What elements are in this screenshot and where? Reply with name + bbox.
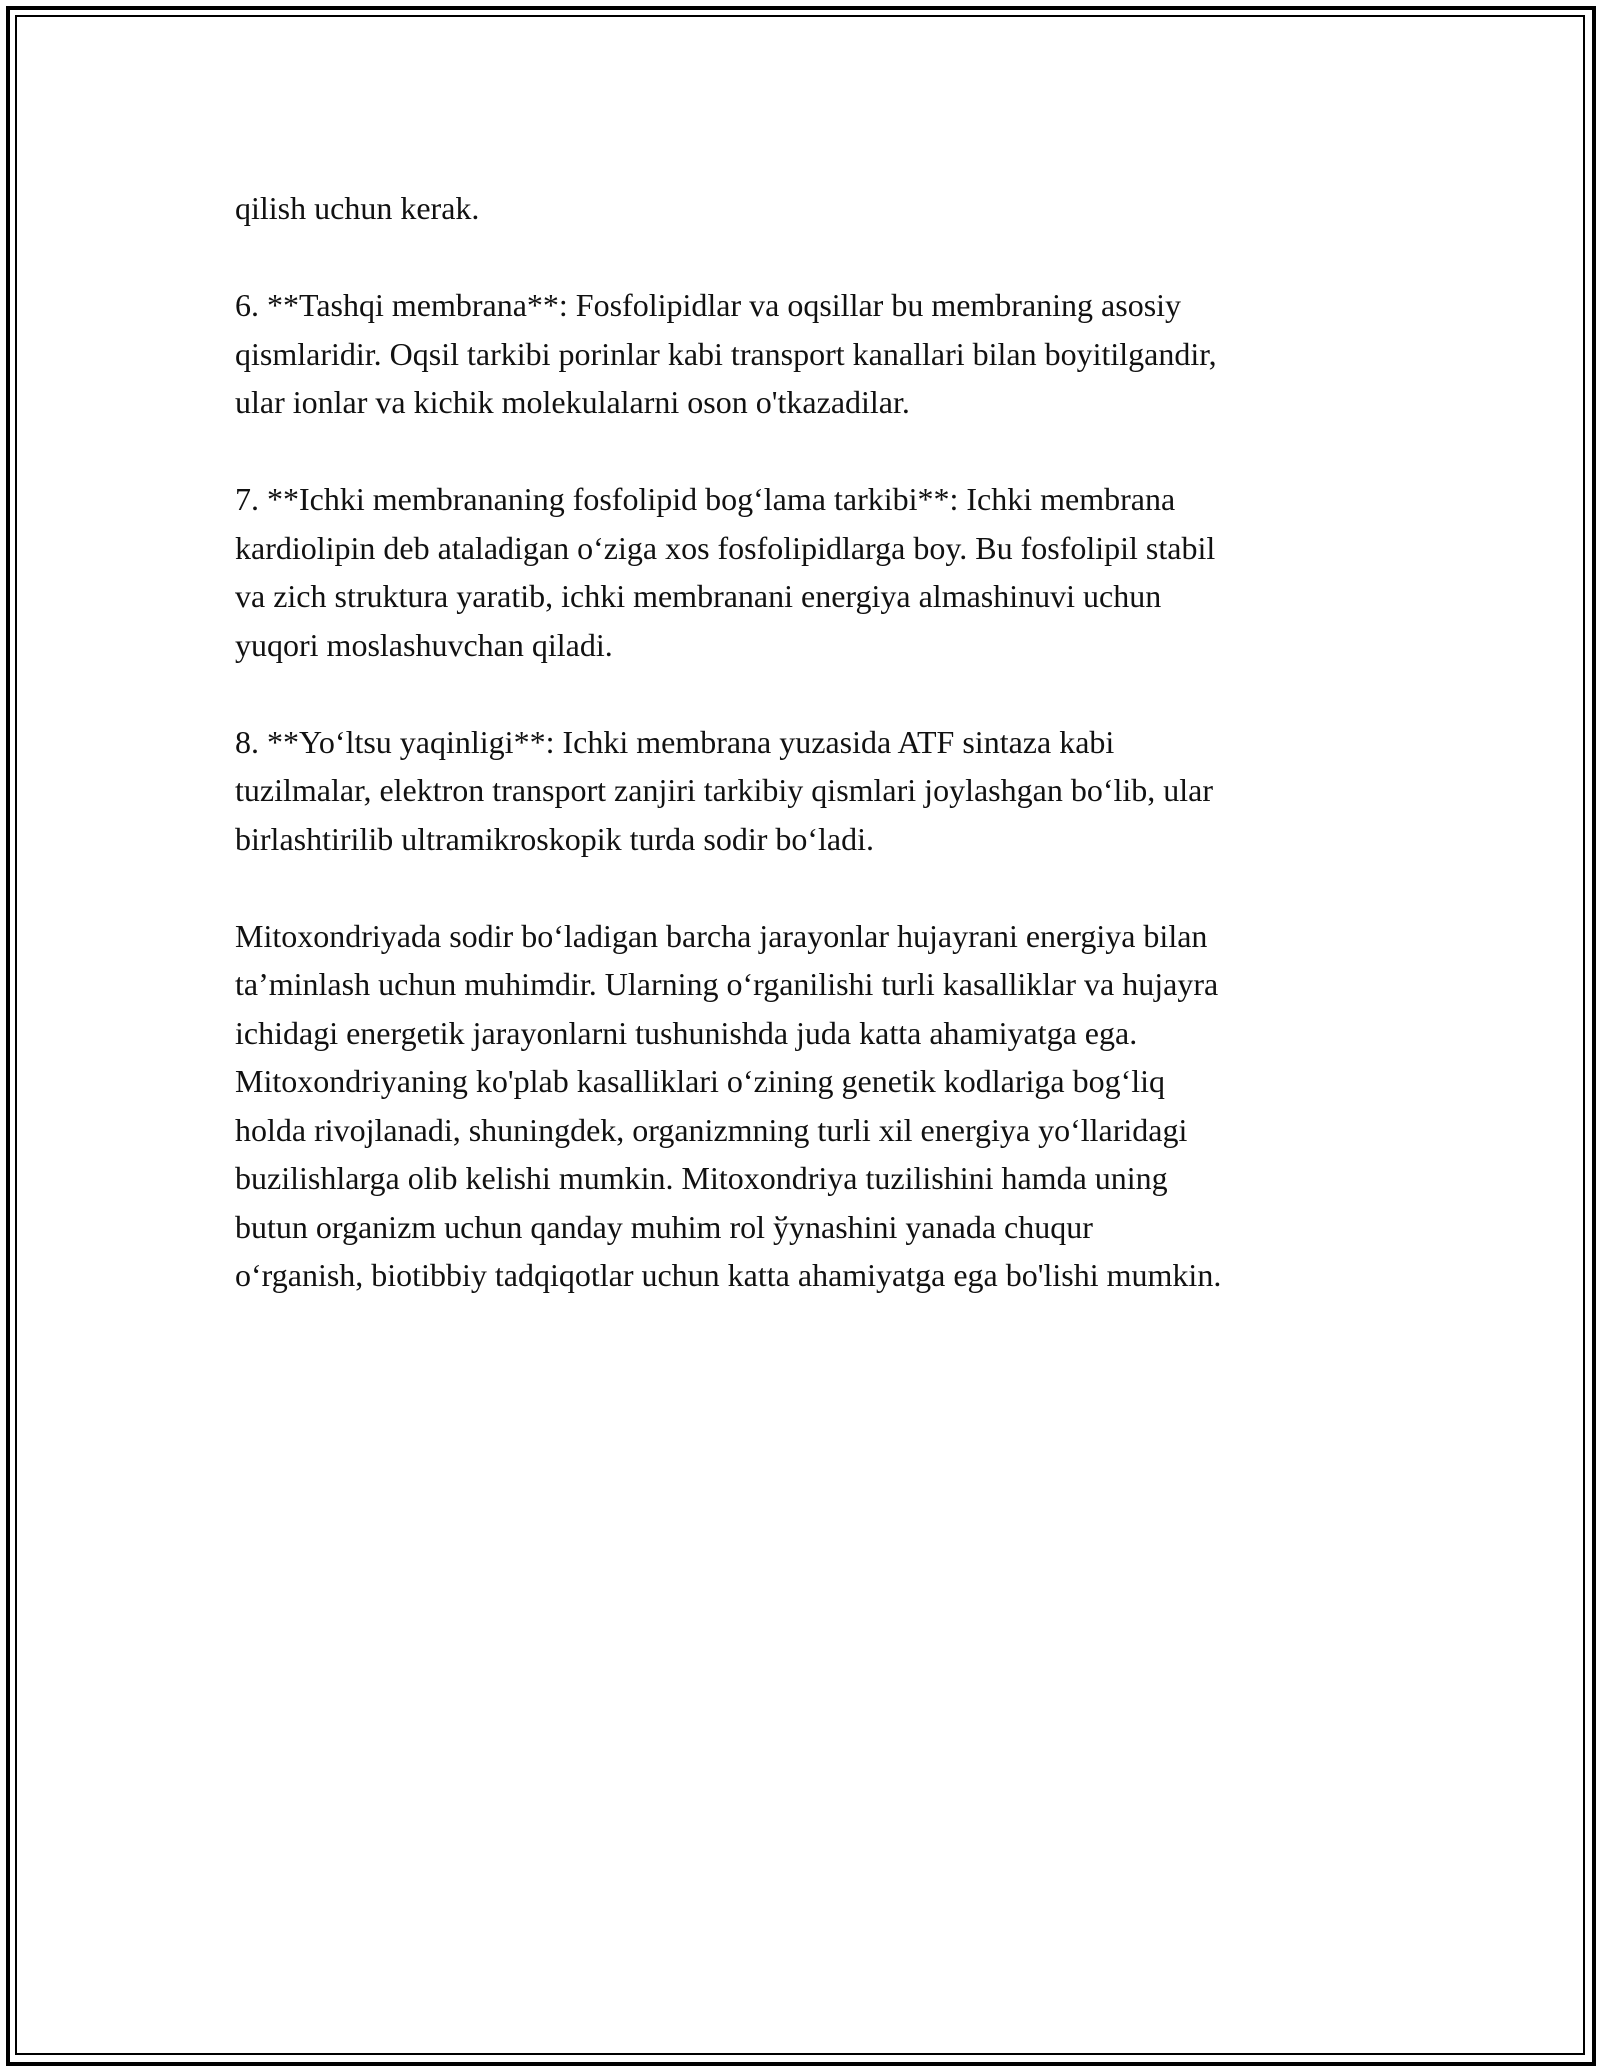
- document-body: [235, 184, 1375, 1348]
- paragraph-conclusion: Mitoxondriyada sodir bo‘ladigan barcha jarayonlar hujayrani energiya bilan ta’minlash uchun muhimdir. Ularning o‘rganilishi turli kasalliklar va hujayra ichidagi energetik jarayonlarni tushunishda juda katta ahamiyatga ega. Mitoxondriyaning ko'plab kasalliklari o‘zining genetik kodlariga bog‘liq holda rivojlanadi, shuningdek, organizmning turli xil energiya yo‘llaridagi buzilishlarga olib kelishi mumkin. Mitoxondriya tuzilishini hamda uning butun organizm uchun qanday muhim rol ўynashini yanada chuqur o‘rganish, biotibbiy tadqiqotlar uchun katta ahamiyatga ega bo'lishi mumkin.: [235, 917, 1222, 1293]
- paragraph-continuation: qilish uchun kerak.: [235, 190, 480, 226]
- paragraph-item-8: 8. **Yo‘ltsu yaqinligi**: Ichki membrana yuzasida ATF sintaza kabi tuzilmalar, elektron transport zanjiri tarkibiy qismlari joylashgan bo‘lib, ular birlashtirilib ultramikroskopik turda sodir bo‘ladi.: [235, 723, 1213, 857]
- paragraph-item-7-inner-membrane: 7. **Ichki membrananing fosfolipid bog‘lama tarkibi**: Ichki membrana kardiolipin deb ataladigan o‘ziga xos fosfolipidlarga boy. Bu fosfolipil stabil va zich struktura yaratib, ichki membranani energiya almashinuvi uchun yuqori moslashuvchan qiladi.: [235, 481, 1216, 663]
- paragraph-item-6-outer-membrane: 6. **Tashqi membrana**: Fosfolipidlar va oqsillar bu membraning asosiy qismlaridir. Oqsil tarkibi porinlar kabi transport kanallari bilan boyitilgandir, ular ionlar va kichik molekulalarni oson o'tkazadilar.: [235, 287, 1217, 420]
